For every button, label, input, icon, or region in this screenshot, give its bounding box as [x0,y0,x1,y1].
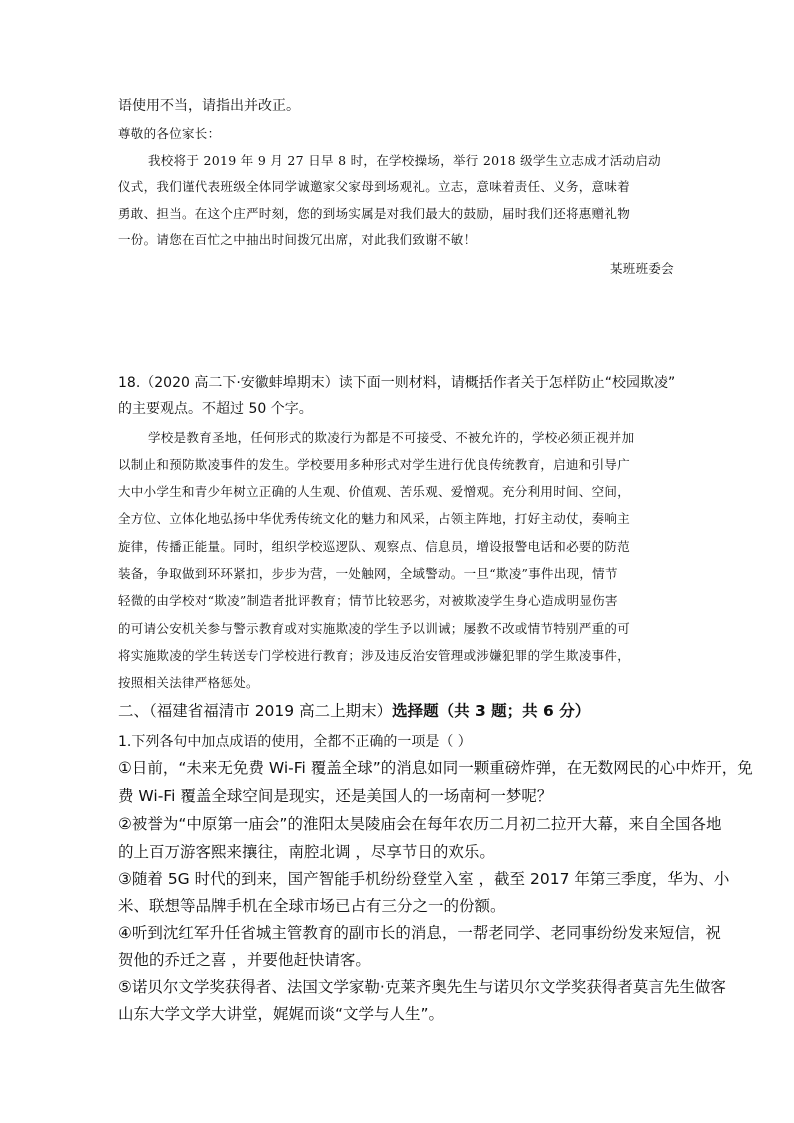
q18-prompt-line: 18.（2020 高二下·安徽蚌埠期末）读下面一则材料，请概括作者关于怎样防止“校园欺凌” [118,375,676,391]
q1-item-line: 米、联想等品牌手机在全球市场已占有三分之一的份额。 [118,897,506,915]
section-heading-prefix: 二、 [118,702,150,720]
q18-passage-line: 装备，争取做到环环紧扣，步步为营，一处触网，全域警动。一旦“欺凌”事件出现，情节 [118,566,618,581]
letter-line: 仪式，我们谨代表班级全体同学诚邀家父家母到场观礼。立志，意味着责任、义务，意味着 [118,179,631,194]
q1-item-line: ②被誉为“中原第一庙会”的淮阳太昊陵庙会在每年农历二月初二拉开大幕，来自全国各地 [118,815,722,833]
q17-intro: 语使用不当，请指出并改正。 [118,98,300,114]
letter-line: 我校将于 2019 年 9 月 27 日早 8 时，在学校操场，举行 2018 级学生立志成才活动启动 [148,153,661,168]
letter-line: 一份。请您在百忙之中抽出时间拨冗出席，对此我们致谢不敏！ [118,232,477,247]
q18-passage-line: 将实施欺凌的学生转送专门学校进行教育；涉及违反治安管理或涉嫌犯罪的学生欺凌事件， [118,648,631,663]
q18-passage-line: 的可请公安机关参与警示教育或对实施欺凌的学生予以训诫；屡教不改或情节特别严重的可 [118,621,631,636]
q1-item-line: ④听到沈红军升任省城主管教育的副市长的消息，一帮老同学、老同事纷纷发来短信，祝 [118,924,721,942]
q1-stem: 1.下列各句中加点成语的使用，全都不正确的一项是（ ） [118,734,472,750]
q1-item-line: 费 Wi-Fi 覆盖全球空间是现实，还是美国人的一场南柯一梦呢？ [118,787,553,805]
q18-passage-line: 全方位、立体化地弘扬中华优秀传统文化的魅力和风采，占领主阵地，打好主动仗，奏响主 [118,511,631,526]
letter-signature: 某班班委会 [609,261,674,276]
q18-passage-line: 学校是教育圣地，任何形式的欺凌行为都是不可接受、不被允许的，学校必须正视并加 [148,430,635,445]
letter-line: 勇敢、担当。在这个庄严时刻，您的到场实属是对我们最大的鼓励，届时我们还将惠赠礼物 [118,206,631,221]
q1-item-line: 的上百万游客熙来攘往，南腔北调 ，尽享节日的欢乐。 [118,843,495,861]
q18-passage-line: 旋律，传播正能量。同时，组织学校巡逻队、观察点、信息员，增设报警电话和必要的防范 [118,539,631,554]
section-heading [118,700,590,722]
q1-item-line: 山东大学文学大讲堂，娓娓而谈“文学与人生”。 [118,1005,445,1023]
q18-passage-line: 以制止和预防欺凌事件的发生。学校要用多种形式对学生进行优良传统教育，启迪和引导广 [118,457,631,472]
q18-prompt-line: 的主要观点。不超过 50 个字。 [118,401,313,417]
q18-passage-line: 轻微的由学校对“欺凌”制造者批评教育；情节比较恶劣，对被欺凌学生身心造成明显伤害 [118,593,618,608]
q18-passage-line: 大中小学生和青少年树立正确的人生观、价值观、苦乐观、爱憎观。充分利用时间、空间， [118,484,631,499]
section-heading-source: （福建省福清市 2019 高二上期末） [149,702,393,720]
q1-item-line: 贺他的乔迁之喜 ，并要他赶快请客。 [118,951,371,969]
section-heading-title: 选择题（共 3 题；共 6 分） [392,702,591,720]
letter-salutation: 尊敬的各位家长： [118,126,221,141]
q1-item-line: ①日前，“未来无免费 Wi-Fi 覆盖全球”的消息如同一颗重磅炸弹，在无数网民的心中炸开，免 [118,759,753,777]
q1-item-line: ⑤诺贝尔文学奖获得者、法国文学家勒·克莱齐奥先生与诺贝尔文学奖获得者莫言先生做客 [118,978,726,996]
q18-passage-line: 按照相关法律严格惩处。 [118,675,259,690]
q1-item-line: ③随着 5G 时代的到来，国产智能手机纷纷登堂入室 ，截至 2017 年第三季度，华为、小 [118,870,730,888]
